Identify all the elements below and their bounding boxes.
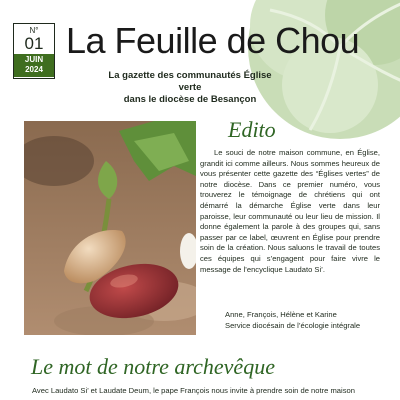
edito-title: Edito: [228, 117, 276, 142]
archbishop-section-body: Avec Laudato Si’ et Laudate Deum, le pape François nous invite à prendre soin de notre maison: [32, 386, 355, 395]
issue-number: 01: [24, 34, 44, 53]
archbishop-section-title: Le mot de notre archevêque: [31, 354, 275, 379]
subtitle-line-2: dans le diocèse de Besançon: [123, 94, 257, 105]
edito-signature: [225, 310, 395, 331]
issue-box: [13, 23, 55, 79]
issue-year: 2024: [25, 65, 43, 74]
masthead-title: La Feuille de Chou: [66, 20, 360, 61]
sprouting-seed-photo: [24, 121, 196, 335]
issue-date: [14, 54, 54, 77]
issue-month: JUIN: [24, 55, 44, 64]
signature-names: Anne, François, Hélène et Karine: [225, 310, 337, 319]
issue-number-label: N°: [29, 26, 39, 35]
edito-body: Le souci de notre maison commune, en Église, grandit ici comme ailleurs. Nous sommes heureux de vous présenter cette gazette des “Églises vertes” de notre diocèse. Dans ce premier numéro, vous trouverez le témoignage de chrétiens qui ont démarré la démarche Église verte dans leur paroisse, leur communauté ou leur lieu de mission. Il donne également la parole à des groupes qui, sans passer par ce label, œuvrent en Église pour prendre soin de la création. Nous saluons le travail de toutes ces équipes qui s’engagent pour faire vivre le message de l’encyclique Laudato Si’.: [200, 148, 380, 274]
masthead-subtitle: [100, 70, 280, 106]
signature-service: Service diocésain de l’écologie intégrale: [225, 320, 361, 330]
subtitle-line-1: La gazette des communautés Église verte: [108, 70, 272, 93]
